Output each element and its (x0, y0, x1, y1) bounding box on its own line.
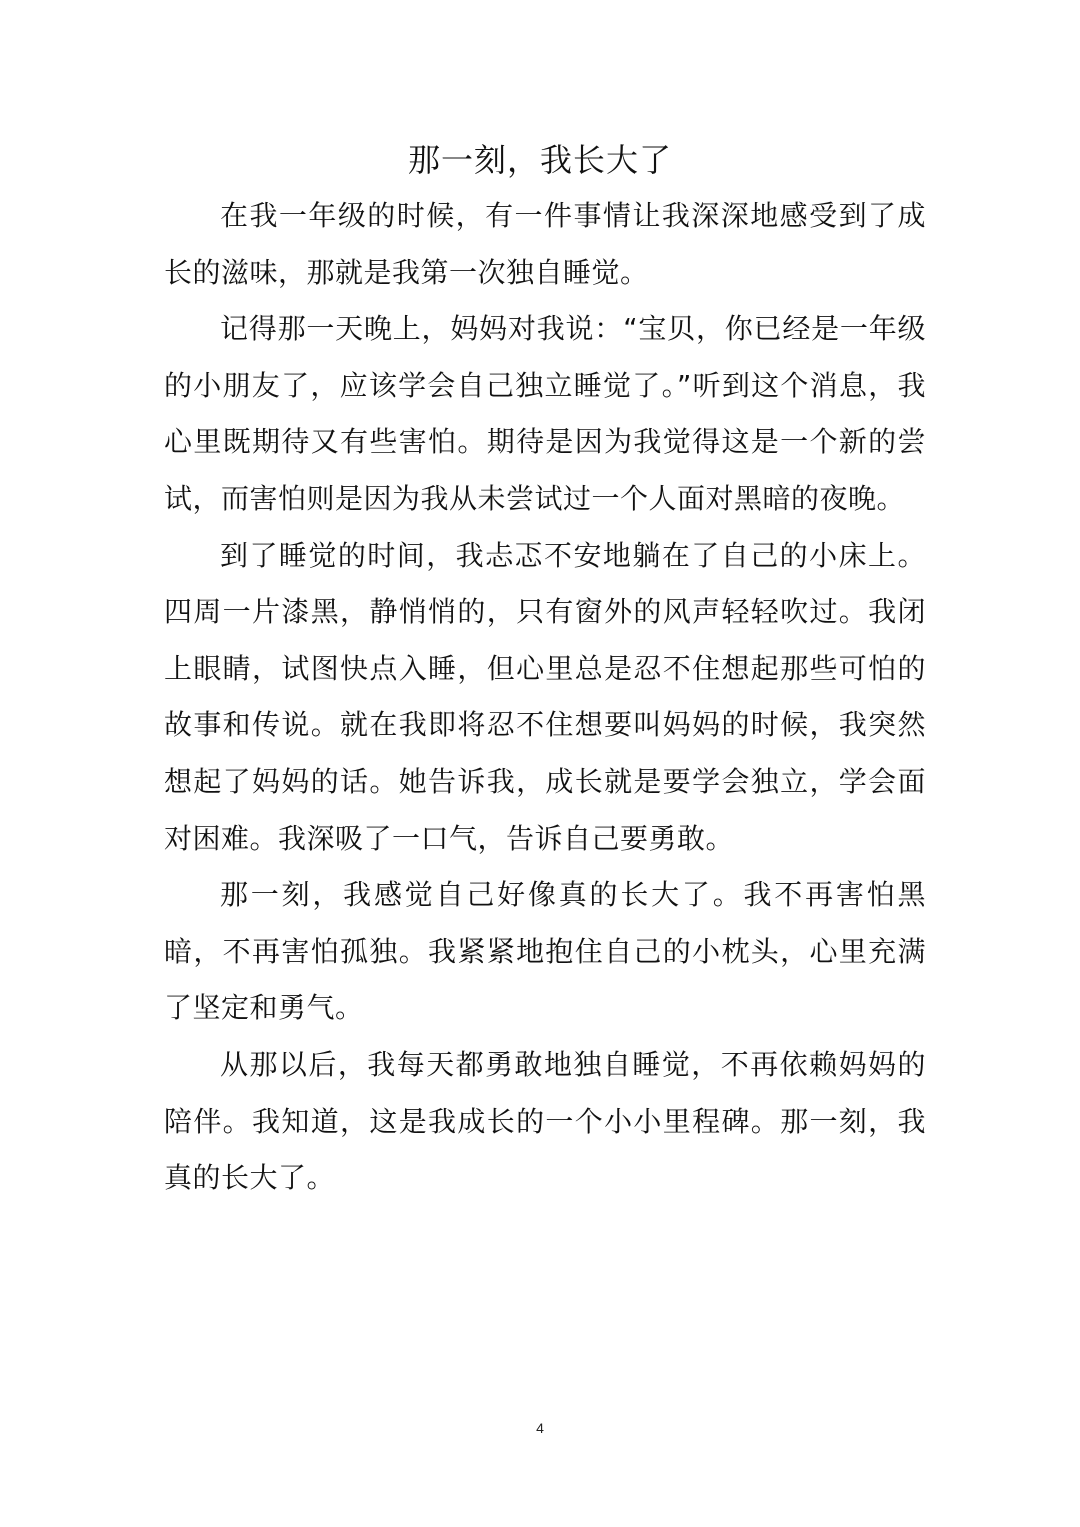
essay-title: 那一刻，我长大了 (407, 141, 672, 179)
paragraph-3: 到了睡觉的时间，我忐忑不安地躺在了自己的小床上。四周一片漆黑，静悄悄的，只有窗外的风声轻轻吹过。我闭上眼睛，试图快点入睡，但心里总是忍不住想起那些可怕的故事和传说。就在我即将忍不住想要叫妈妈的时候，我突然想起了妈妈的话。她告诉我，成长就是要学会独立，学会面对困难。我深吸了一口气，告诉自己要勇敢。 (164, 538, 926, 855)
essay-body (164, 188, 926, 1207)
paragraph-5: 从那以后，我每天都勇敢地独自睡觉，不再依赖妈妈的陪伴。我知道，这是我成长的一个小小里程碑。那一刻，我真的长大了。 (164, 1047, 926, 1195)
paragraph-4: 那一刻，我感觉自己好像真的长大了。我不再害怕黑暗，不再害怕孤独。我紧紧地抱住自己的小枕头，心里充满了坚定和勇气。 (164, 878, 926, 1025)
page-number: 4 (536, 1420, 544, 1436)
paragraph-1: 在我一年级的时候，有一件事情让我深深地感受到了成长的滋味，那就是我第一次独自睡觉。 (164, 199, 926, 289)
paragraph-2: 记得那一天晚上，妈妈对我说：“宝贝，你已经是一年级的小朋友了，应该学会自己独立睡觉了。”听到这个消息，我心里既期待又有些害怕。期待是因为我觉得这是一个新的尝试，而害怕则是因为我从未尝试过一个人面对黑暗的夜晚。 (164, 312, 926, 515)
